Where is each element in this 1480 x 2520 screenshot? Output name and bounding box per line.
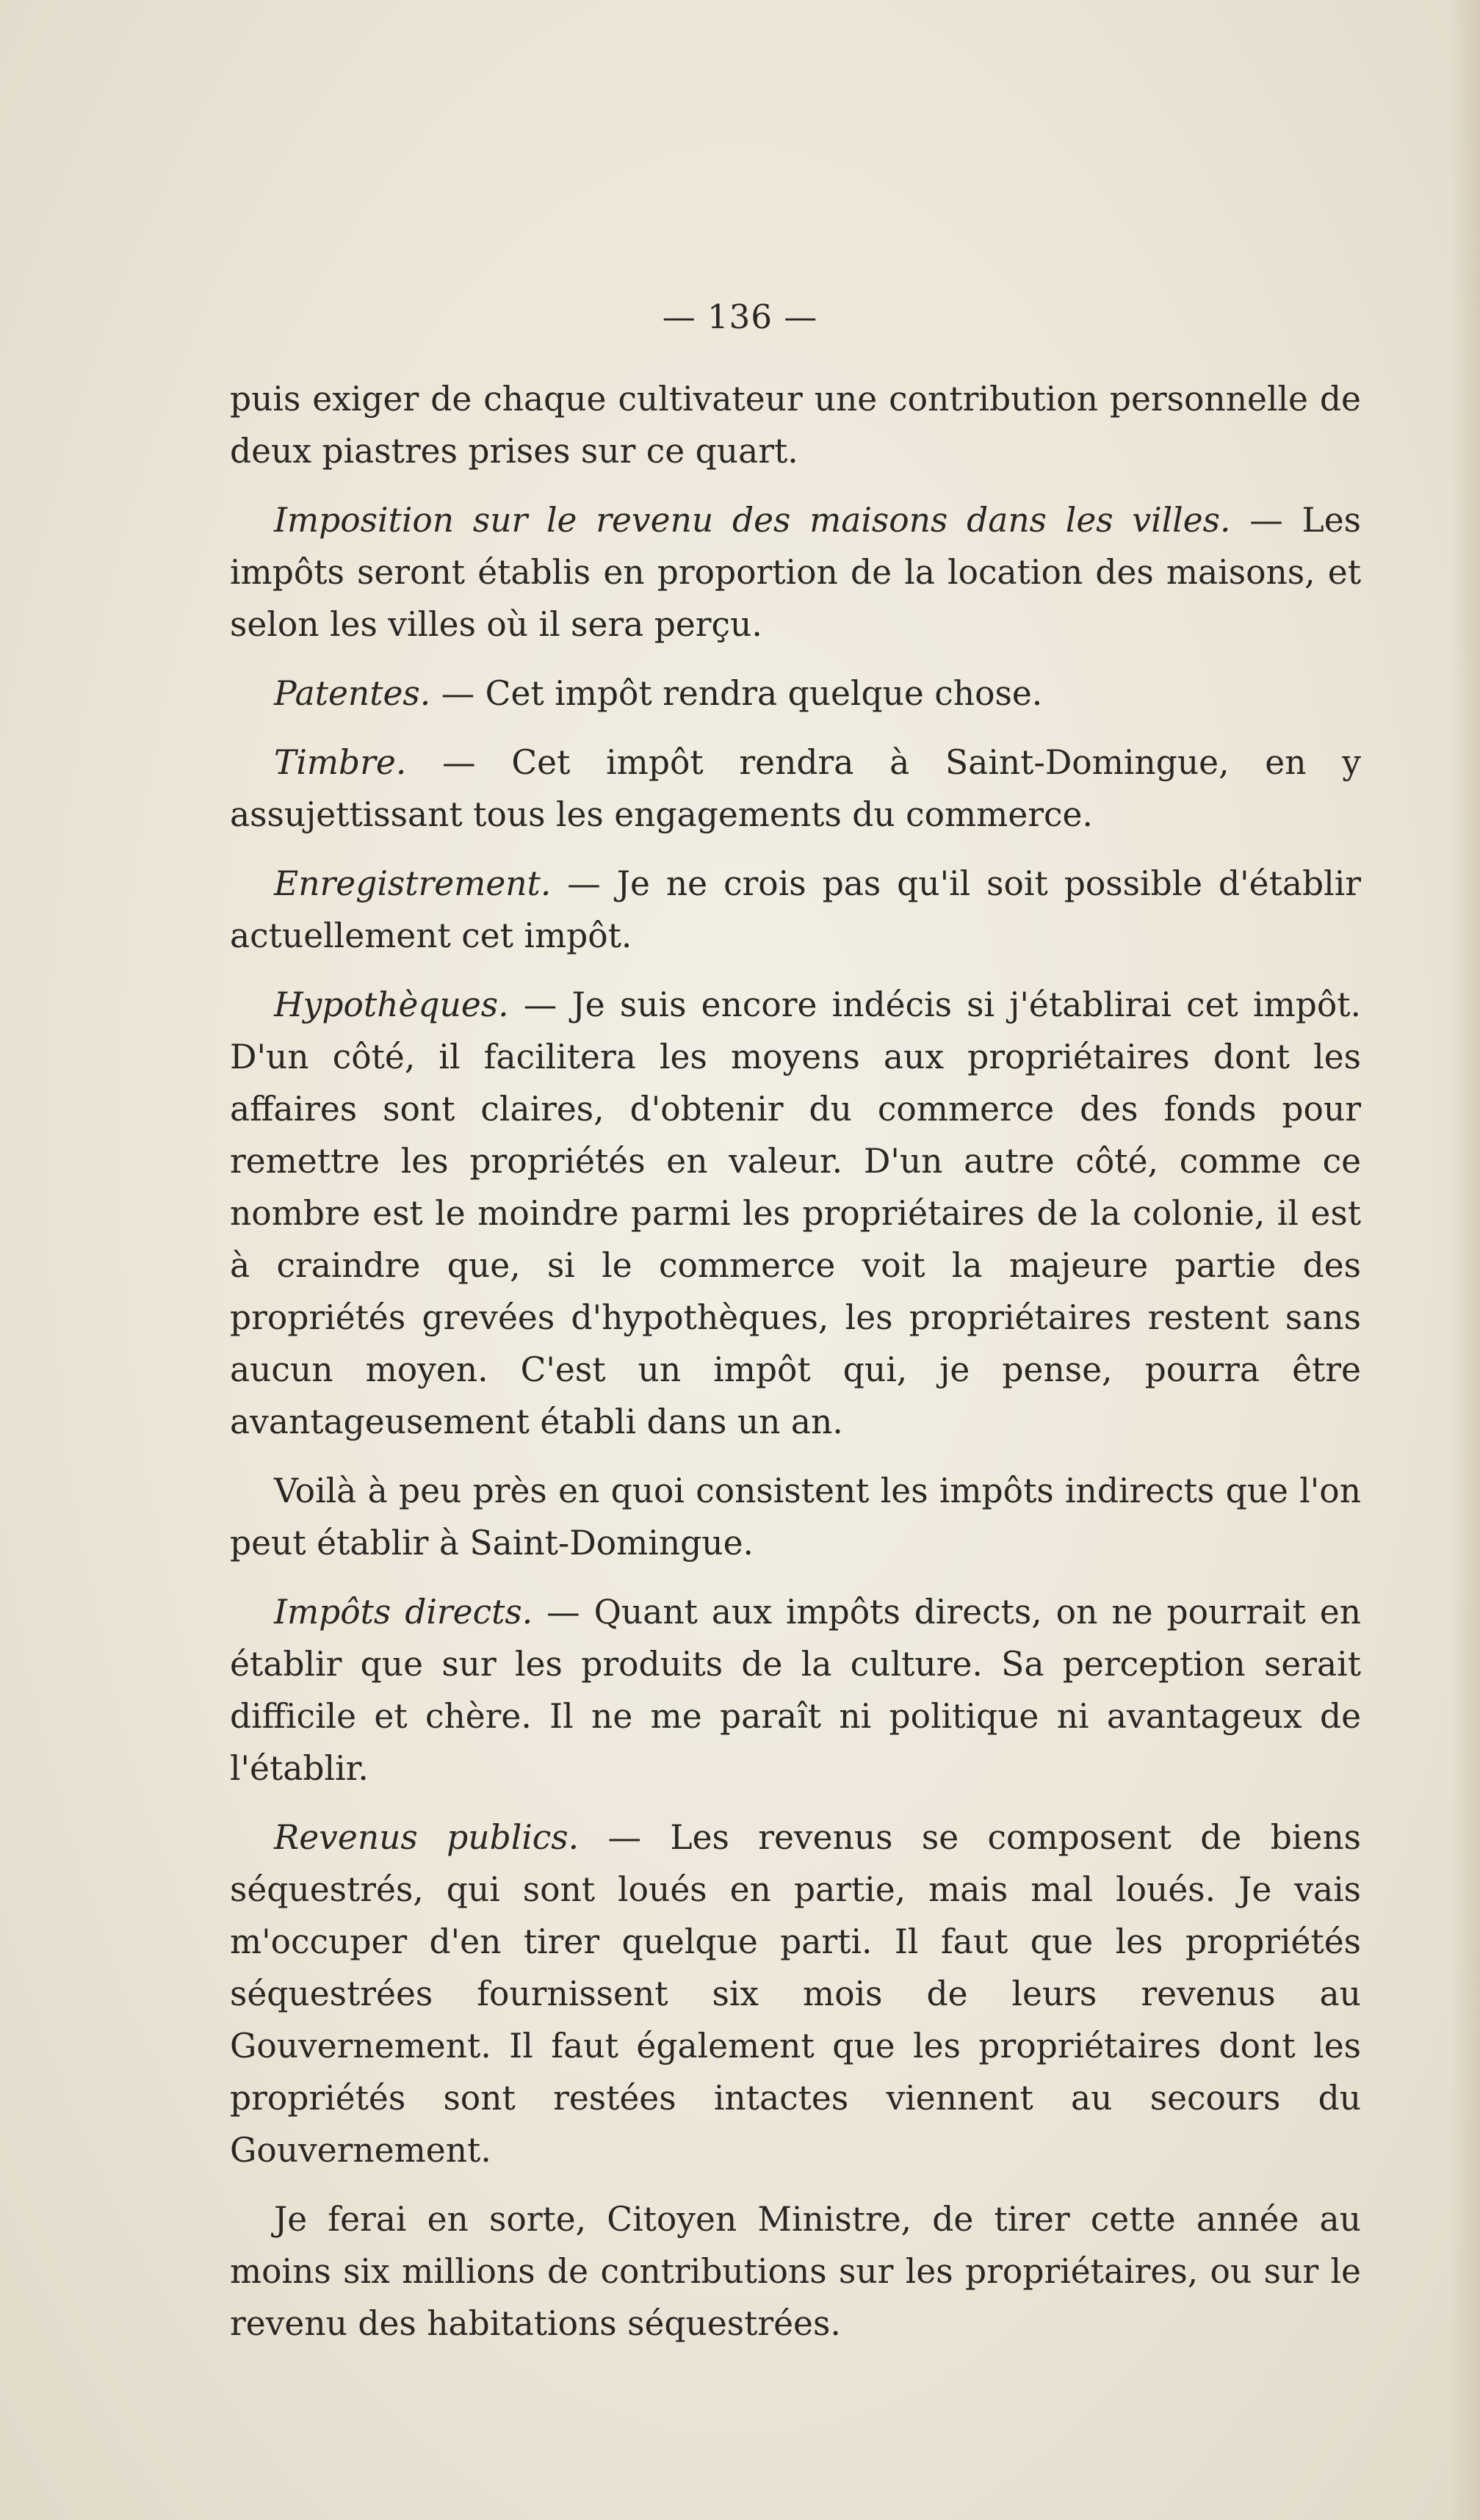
paragraph-text: Je ferai en sorte, Citoyen Ministre, de tirer cette année au moins six millions de contributions sur les propriétaires, ou sur le revenu des habitations séquestrées.: [230, 2200, 1361, 2343]
page-edge-shadow: [1451, 0, 1480, 2520]
paragraph-text: — Je ne crois pas qu'il soit possible d'établir actuellement cet impôt.: [230, 864, 1361, 955]
page-number: — 136 —: [662, 297, 818, 336]
paragraph-heading: Revenus publics.: [274, 1818, 580, 1857]
paragraph-imposition-maisons: [230, 494, 1361, 651]
paragraph-heading: Enregistrement.: [274, 864, 552, 903]
paragraph-text: — Cet impôt rendra quelque chose.: [430, 674, 1043, 713]
paragraph-text: — Je suis encore indécis si j'établirai cet impôt. D'un côté, il facilitera les moyens aux propriétaires dont les affaires sont claires, d'obtenir du commerce des fonds pour remettre les propriétés en valeur. D'un autre côté, comme ce nombre est le moindre parmi les propriétaires de la colonie, il est à craindre que, si le commerce voit la majeure partie des propriétés grevées d'hypothèques, les propriétaires restent sans aucun moyen. C'est un impôt qui, je pense, pourra être avantageusement établi dans un an.: [230, 985, 1361, 1441]
paragraph-text: puis exiger de chaque cultivateur une contribution personnelle de deux piastres prises sur ce quart.: [230, 380, 1361, 471]
paragraph-impots-directs: [230, 1586, 1361, 1795]
paragraph-hypotheques: [230, 979, 1361, 1448]
paragraph-enregistrement: [230, 858, 1361, 962]
page-body: [230, 373, 1361, 2350]
paragraph-text: — Cet impôt rendra à Saint-Domingue, en y assujettissant tous les engagements du commerce.: [230, 743, 1361, 834]
paragraph-continuation: [230, 373, 1361, 477]
paragraph-revenus-publics: [230, 1811, 1361, 2176]
paragraph-heading: Impôts directs.: [274, 1593, 533, 1632]
paragraph-text: — Les impôts seront établis en proportion de la location des maisons, et selon les villes où il sera perçu.: [230, 501, 1361, 644]
paragraph-text: — Quant aux impôts directs, on ne pourrait en établir que sur les produits de la culture. Sa perception serait difficile et chère. Il ne me paraît ni politique ni avantageux de l'établir.: [230, 1593, 1362, 1788]
paragraph-heading: Imposition sur le revenu des maisons dans les villes.: [274, 501, 1231, 540]
paragraph-text: — Les revenus se composent de biens séquestrés, qui sont loués en partie, mais mal loués. Je vais m'occuper d'en tirer quelque parti. Il faut que les propriétés séquestrées fournissent six mois de leurs revenus au Gouvernement. Il faut également que les propriétaires dont les propriétés sont restées intactes viennent au secours du Gouvernement.: [230, 1818, 1361, 2170]
paragraph-heading: Patentes.: [274, 674, 431, 713]
paragraph-text: Voilà à peu près en quoi consistent les impôts indirects que l'on peut établir à Saint-Domingue.: [230, 1471, 1361, 1563]
paragraph-conclusion: [230, 2193, 1361, 2350]
paragraph-heading: Timbre.: [274, 743, 407, 782]
paragraph-patentes: [230, 667, 1361, 720]
paragraph-heading: Hypothèques.: [274, 985, 509, 1024]
paragraph-summary-indirects: [230, 1465, 1361, 1569]
paragraph-timbre: [230, 736, 1361, 841]
